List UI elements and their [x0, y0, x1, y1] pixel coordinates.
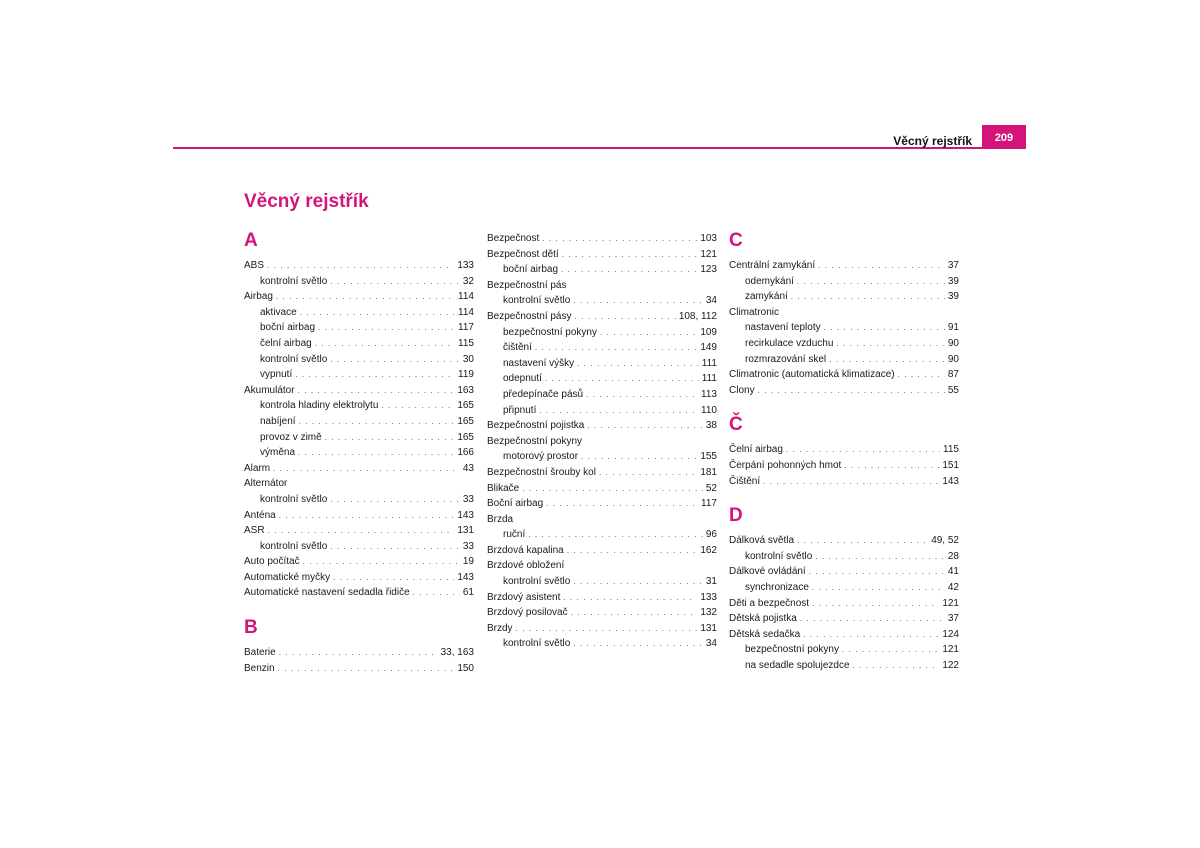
index-entry	[487, 434, 717, 450]
dot-leader	[330, 274, 460, 290]
entry-label: Dálková světla	[729, 535, 795, 547]
page-title: Věcný rejstřík	[244, 191, 369, 212]
index-entry	[244, 554, 474, 570]
index-subentry	[487, 340, 717, 356]
index-subentry	[244, 539, 474, 555]
index-subentry	[729, 658, 959, 674]
entry-label: bezpečnostní pokyny	[503, 326, 597, 338]
entry-label: kontrolní světlo	[503, 576, 571, 588]
index-entry	[244, 508, 474, 524]
entry-page-ref: 121	[700, 248, 717, 260]
entry-page-ref: 113	[701, 388, 717, 400]
index-entry	[487, 481, 717, 497]
entry-page-ref: 111	[701, 373, 717, 385]
entry-label: kontrolní světlo	[503, 295, 571, 307]
entry-page-ref: 38	[705, 420, 717, 432]
entry-page-ref: 33	[462, 540, 474, 552]
dot-leader	[330, 352, 460, 368]
index-entry	[729, 611, 959, 627]
entry-label: Brzda	[487, 513, 514, 525]
page-number: 209	[982, 125, 1026, 148]
index-subentry	[244, 492, 474, 508]
entry-label: provoz v zimě	[260, 431, 322, 443]
index-subentry	[487, 262, 717, 278]
index-subentry	[244, 398, 474, 414]
entry-label: Bezpečnostní pásy	[487, 310, 572, 322]
index-entry	[729, 458, 959, 474]
entry-page-ref: 52	[705, 482, 717, 494]
index-subentry	[244, 352, 474, 368]
index-entry	[729, 305, 959, 321]
entry-label: Bezpečnostní pás	[487, 279, 567, 291]
entry-label: zamykání	[745, 291, 788, 303]
dot-leader	[299, 414, 455, 430]
entry-page-ref: 34	[705, 295, 717, 307]
entry-page-ref: 39	[947, 275, 959, 287]
entry-label: Bezpečnost dětí	[487, 248, 559, 260]
entry-page-ref: 132	[700, 607, 717, 619]
section-letter: D	[729, 505, 743, 527]
entry-label: kontrolní světlo	[260, 275, 328, 287]
index-entry	[487, 465, 717, 481]
entry-label: připnutí	[503, 404, 537, 416]
dot-leader	[330, 492, 460, 508]
index-subentry	[729, 320, 959, 336]
dot-leader	[298, 445, 454, 461]
index-subentry	[729, 549, 959, 565]
entry-label: Clony	[729, 384, 755, 396]
dot-leader	[599, 465, 697, 481]
index-entry	[244, 661, 474, 677]
entry-page-ref: 131	[700, 622, 717, 634]
entry-page-ref: 151	[942, 459, 959, 471]
index-entry	[244, 645, 474, 661]
index-entry	[729, 627, 959, 643]
entry-page-ref: 115	[458, 337, 474, 349]
running-title: Věcný rejstřík	[893, 134, 972, 148]
entry-label: Čerpání pohonných hmot	[729, 459, 842, 471]
index-entry	[244, 570, 474, 586]
dot-leader	[803, 627, 939, 643]
entry-page-ref: 41	[947, 566, 959, 578]
entry-label: kontrolní světlo	[260, 493, 328, 505]
entry-page-ref: 55	[947, 384, 959, 396]
entry-label: Dětská pojistka	[729, 613, 797, 625]
index-column-2	[487, 231, 717, 652]
entry-page-ref: 110	[701, 404, 717, 416]
entry-page-ref: 166	[457, 447, 474, 459]
index-entry	[487, 605, 717, 621]
dot-leader	[542, 231, 697, 247]
entry-page-ref: 121	[942, 644, 959, 656]
dot-leader	[298, 383, 455, 399]
entry-page-ref: 114	[458, 306, 474, 318]
entry-page-ref: 133	[457, 260, 474, 271]
entry-label: Bezpečnost	[487, 233, 540, 244]
dot-leader	[581, 449, 697, 465]
entry-page-ref: 117	[701, 498, 717, 510]
entry-page-ref: 91	[947, 322, 959, 334]
dot-leader	[797, 533, 928, 549]
index-subentry	[487, 636, 717, 652]
dot-leader	[815, 549, 945, 565]
entry-page-ref: 133	[700, 591, 717, 603]
entry-page-ref: 31	[705, 576, 717, 588]
index-column-1	[244, 228, 474, 676]
entry-label: Čelní airbag	[729, 444, 783, 456]
dot-leader	[528, 527, 703, 543]
entry-label: nastavení výšky	[503, 357, 575, 369]
index-subentry	[487, 403, 717, 419]
index-subentry	[729, 580, 959, 596]
entry-label: Boční airbag	[487, 498, 544, 510]
dot-leader	[273, 461, 460, 477]
index-entry	[729, 596, 959, 612]
index-entry	[487, 309, 717, 325]
index-entry	[487, 512, 717, 528]
entry-page-ref: 115	[943, 444, 959, 456]
entry-label: Brzdová kapalina	[487, 544, 564, 556]
entry-page-ref: 119	[458, 369, 474, 381]
entry-page-ref: 87	[947, 369, 959, 381]
entry-label: Anténa	[244, 509, 276, 521]
section-letter: B	[244, 617, 258, 639]
entry-page-ref: 122	[942, 659, 959, 671]
entry-label: Automatické nastavení sedadla řidiče	[244, 587, 410, 599]
entry-label: boční airbag	[260, 322, 316, 334]
dot-leader	[325, 430, 455, 446]
index-entry	[729, 564, 959, 580]
entry-page-ref: 33	[462, 493, 474, 505]
dot-leader	[545, 371, 699, 387]
dot-leader	[758, 383, 945, 399]
entry-page-ref: 32	[462, 275, 474, 287]
entry-label: aktivace	[260, 306, 297, 318]
entry-label: vypnutí	[260, 369, 293, 381]
index-subentry	[487, 356, 717, 372]
entry-page-ref: 43	[462, 462, 474, 474]
entry-label: Dětská sedačka	[729, 628, 801, 640]
dot-leader	[842, 642, 939, 658]
entry-label: na sedadle spolujezdce	[745, 659, 850, 671]
entry-label: výměna	[260, 447, 296, 459]
entry-label: Akumulátor	[244, 384, 295, 396]
index-subentry	[487, 574, 717, 590]
entry-label: Bezpečnostní šrouby kol	[487, 466, 596, 478]
dot-leader	[571, 605, 698, 621]
dot-leader	[586, 387, 698, 403]
index-subentry	[244, 336, 474, 352]
entry-label: Automatické myčky	[244, 571, 331, 583]
entry-page-ref: 30	[462, 353, 474, 365]
entry-label: odemykání	[745, 275, 794, 287]
entry-page-ref: 123	[700, 264, 717, 276]
dot-leader	[318, 320, 455, 336]
dot-leader	[563, 590, 697, 606]
index-entry	[244, 585, 474, 601]
dot-leader	[276, 289, 455, 305]
index-subentry	[487, 449, 717, 465]
dot-leader	[853, 658, 940, 674]
entry-label: Brzdy	[487, 622, 513, 634]
dot-leader	[573, 636, 703, 652]
entry-label: kontrolní světlo	[260, 353, 328, 365]
entry-label: Brzdový posilovač	[487, 607, 568, 619]
index-subentry	[487, 293, 717, 309]
entry-page-ref: 181	[700, 466, 717, 478]
entry-page-ref: 155	[700, 451, 717, 463]
section-letter: Č	[729, 414, 743, 436]
dot-leader	[279, 645, 438, 661]
entry-page-ref: 90	[947, 353, 959, 365]
index-entry	[487, 621, 717, 637]
entry-label: Benzin	[244, 662, 275, 674]
entry-page-ref: 114	[458, 291, 474, 303]
entry-label: ABS	[244, 260, 265, 271]
entry-page-ref: 103	[700, 233, 717, 244]
index-entry	[487, 496, 717, 512]
index-subentry	[244, 430, 474, 446]
entry-label: motorový prostor	[503, 451, 579, 463]
index-entry	[729, 258, 959, 274]
dot-leader	[587, 418, 703, 434]
section-letter: A	[244, 230, 258, 251]
dot-leader	[824, 320, 945, 336]
entry-label: synchronizace	[745, 581, 809, 593]
entry-page-ref: 163	[457, 384, 474, 396]
entry-page-ref: 162	[700, 544, 717, 556]
dot-leader	[278, 661, 455, 677]
dot-leader	[300, 305, 455, 321]
entry-label: recirkulace vzduchu	[745, 337, 834, 349]
entry-label: kontrolní světlo	[503, 638, 571, 650]
entry-label: Bezpečnostní pojistka	[487, 420, 585, 432]
entry-label: Bezpečnostní pokyny	[487, 435, 583, 447]
entry-label: Auto počítač	[244, 556, 300, 568]
dot-leader	[546, 496, 698, 512]
dot-leader	[381, 398, 454, 414]
dot-leader	[575, 309, 676, 325]
dot-leader	[303, 554, 460, 570]
entry-page-ref: 131	[457, 525, 474, 537]
index-entry	[729, 383, 959, 399]
index-entry	[487, 543, 717, 559]
entry-page-ref: 121	[942, 597, 959, 609]
dot-leader	[812, 596, 939, 612]
index-entry	[487, 590, 717, 606]
entry-label: nastavení teploty	[745, 322, 821, 334]
dot-leader	[829, 352, 945, 368]
dot-leader	[573, 293, 703, 309]
dot-leader	[539, 403, 698, 419]
entry-page-ref: 149	[700, 342, 717, 354]
entry-page-ref: 117	[458, 322, 474, 334]
entry-page-ref: 124	[942, 628, 959, 640]
index-subentry	[244, 367, 474, 383]
entry-page-ref: 108, 112	[678, 310, 717, 322]
entry-label: Dálkové ovládání	[729, 566, 806, 578]
dot-leader	[315, 336, 455, 352]
index-entry	[729, 442, 959, 458]
index-subentry	[729, 352, 959, 368]
entry-label: kontrolní světlo	[745, 550, 813, 562]
dot-leader	[786, 442, 940, 458]
index-entry	[244, 258, 474, 274]
index-entry	[244, 289, 474, 305]
entry-page-ref: 150	[457, 662, 474, 674]
entry-label: kontrolní světlo	[260, 540, 328, 552]
entry-label: rozmrazování skel	[745, 353, 827, 365]
index-entry	[244, 476, 474, 492]
entry-page-ref: 165	[457, 431, 474, 443]
dot-leader	[836, 336, 945, 352]
index-entry	[729, 533, 959, 549]
index-column-3	[729, 228, 959, 673]
index-entry	[487, 558, 717, 574]
dot-leader	[562, 247, 698, 263]
dot-leader	[577, 356, 699, 372]
entry-page-ref: 109	[700, 326, 717, 338]
index-subentry	[729, 642, 959, 658]
dot-leader	[333, 570, 454, 586]
entry-label: Brzdový asistent	[487, 591, 561, 603]
entry-label: Alternátor	[244, 478, 288, 490]
index-subentry	[244, 305, 474, 321]
dot-leader	[522, 481, 703, 497]
index-subentry	[244, 445, 474, 461]
entry-label: předepínače pásů	[503, 388, 584, 400]
section-letter: C	[729, 230, 743, 251]
index-subentry	[244, 320, 474, 336]
dot-leader	[267, 258, 454, 274]
index-entry	[487, 418, 717, 434]
entry-page-ref: 37	[947, 260, 959, 271]
index-entry	[729, 474, 959, 490]
entry-page-ref: 143	[457, 509, 474, 521]
index-entry	[487, 247, 717, 263]
index-entry	[244, 523, 474, 539]
entry-page-ref: 96	[705, 529, 717, 541]
dot-leader	[268, 523, 455, 539]
entry-label: ASR	[244, 525, 265, 537]
entry-page-ref: 143	[942, 475, 959, 487]
entry-page-ref: 61	[462, 587, 474, 599]
index-subentry	[487, 527, 717, 543]
entry-page-ref: 28	[947, 550, 959, 562]
dot-leader	[812, 580, 945, 596]
entry-page-ref: 143	[457, 571, 474, 583]
entry-label: Airbag	[244, 291, 273, 303]
entry-label: ruční	[503, 529, 526, 541]
entry-page-ref: 37	[947, 613, 959, 625]
index-subentry	[729, 274, 959, 290]
entry-label: Climatronic	[729, 306, 780, 318]
entry-label: nabíjení	[260, 415, 296, 427]
dot-leader	[516, 621, 698, 637]
entry-page-ref: 165	[457, 400, 474, 412]
index-subentry	[244, 274, 474, 290]
entry-label: Brzdové obložení	[487, 560, 565, 572]
entry-label: Děti a bezpečnost	[729, 597, 810, 609]
dot-leader	[561, 262, 697, 278]
dot-leader	[535, 340, 697, 356]
index-subentry	[487, 371, 717, 387]
entry-page-ref: 165	[457, 415, 474, 427]
entry-label: čištění	[503, 342, 532, 354]
index-entry	[729, 367, 959, 383]
index-subentry	[487, 325, 717, 341]
entry-page-ref: 90	[947, 337, 959, 349]
dot-leader	[791, 289, 945, 305]
dot-leader	[573, 574, 703, 590]
entry-label: kontrola hladiny elektrolytu	[260, 400, 379, 412]
index-entry	[244, 461, 474, 477]
dot-leader	[763, 474, 939, 490]
dot-leader	[800, 611, 945, 627]
dot-leader	[818, 258, 945, 274]
index-entry	[487, 231, 717, 247]
dot-leader	[413, 585, 460, 601]
entry-page-ref: 111	[701, 357, 717, 369]
dot-leader	[330, 539, 460, 555]
entry-label: Climatronic (automatická klimatizace)	[729, 369, 895, 381]
entry-label: Centrální zamykání	[729, 260, 816, 271]
entry-label: Baterie	[244, 647, 276, 659]
entry-page-ref: 19	[462, 556, 474, 568]
dot-leader	[809, 564, 945, 580]
entry-page-ref: 42	[947, 581, 959, 593]
entry-label: Alarm	[244, 462, 271, 474]
index-entry	[244, 383, 474, 399]
index-subentry	[729, 289, 959, 305]
entry-page-ref: 39	[947, 291, 959, 303]
index-subentry	[487, 387, 717, 403]
dot-leader	[797, 274, 945, 290]
entry-page-ref: 33, 163	[440, 647, 474, 659]
dot-leader	[844, 458, 939, 474]
entry-label: Blikače	[487, 482, 520, 494]
entry-page-ref: 49, 52	[931, 535, 959, 547]
entry-label: bezpečnostní pokyny	[745, 644, 839, 656]
index-subentry	[244, 414, 474, 430]
entry-label: Čištění	[729, 475, 761, 487]
dot-leader	[279, 508, 455, 524]
entry-label: boční airbag	[503, 264, 559, 276]
entry-page-ref: 34	[705, 638, 717, 650]
entry-label: čelní airbag	[260, 337, 312, 349]
entry-label: odepnutí	[503, 373, 542, 385]
dot-leader	[295, 367, 455, 383]
dot-leader	[600, 325, 697, 341]
index-subentry	[729, 336, 959, 352]
dot-leader	[567, 543, 698, 559]
dot-leader	[898, 367, 945, 383]
index-entry	[487, 278, 717, 294]
